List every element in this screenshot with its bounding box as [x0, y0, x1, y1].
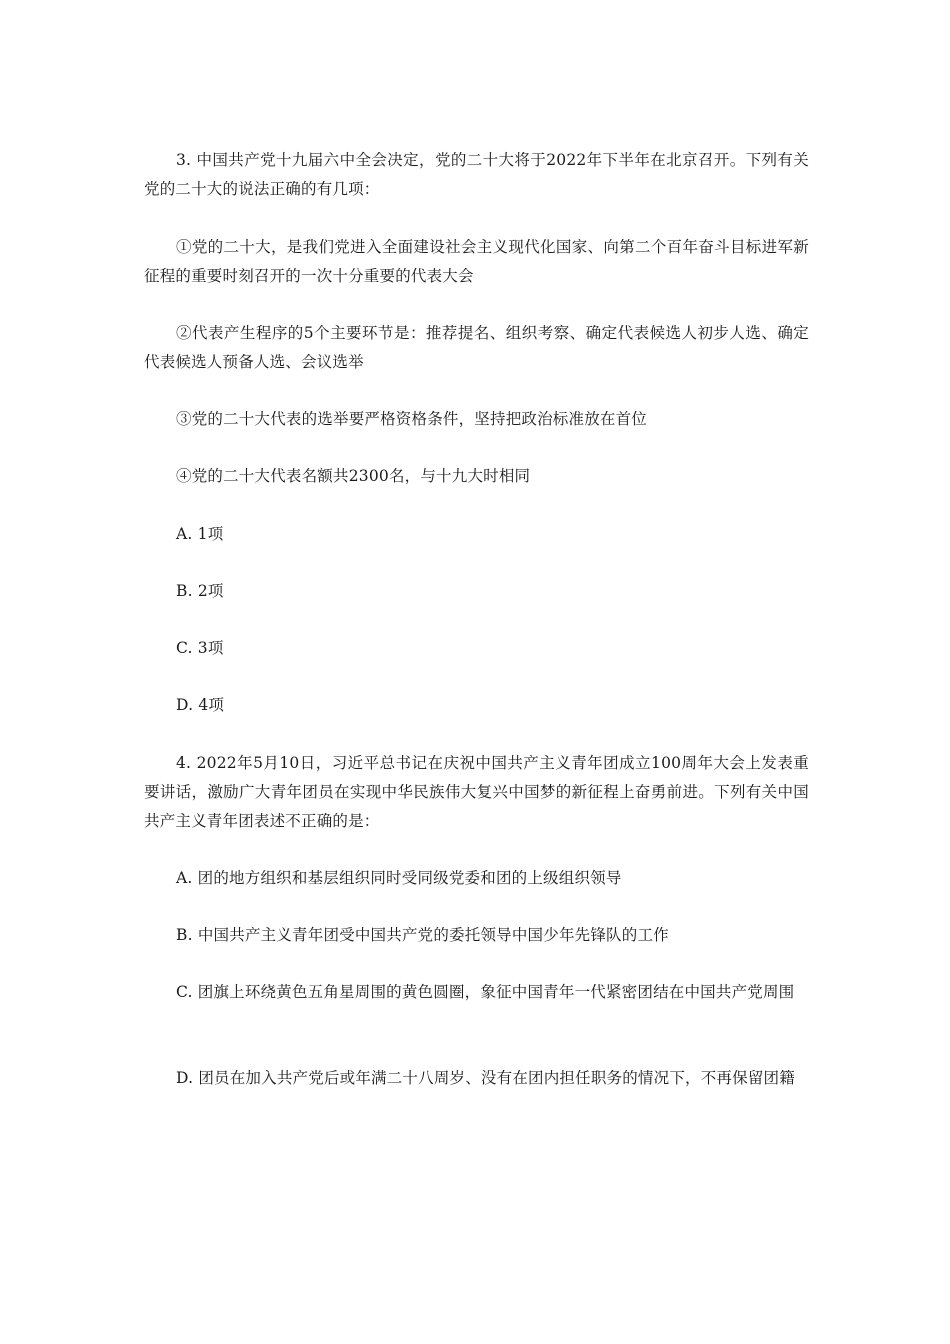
- question-3-statement-4: ④党的二十大代表名额共2300名，与十九大时相同: [176, 467, 531, 485]
- question-4-stem: 4. 2022年5月10日，习近平总书记在庆祝中国共产主义青年团成立100周年大会上发表重要讲话，激励广大青年团员在实现中华民族伟大复兴中国梦的新征程上奋勇前进。下列有关中国共产主义青年团表述不正确的是：: [144, 754, 809, 830]
- question-3-option-b: B. 2项: [176, 582, 224, 600]
- question-3-option-d: D. 4项: [176, 696, 225, 714]
- question-3-option-c: C. 3项: [176, 639, 224, 657]
- question-4-option-b: B. 中国共产主义青年团受中国共产党的委托领导中国少年先锋队的工作: [176, 926, 669, 944]
- question-4-option-c: C. 团旗上环绕黄色五角星周围的黄色圆圈，象征中国青年一代紧密团结在中国共产党周围: [176, 983, 795, 1001]
- question-3-option-a: A. 1项: [176, 525, 224, 543]
- question-4-option-d: D. 团员在加入共产党后或年满二十八周岁、没有在团内担任职务的情况下，不再保留团籍: [176, 1069, 795, 1087]
- question-3-statement-1: ①党的二十大，是我们党进入全面建设社会主义现代化国家、向第二个百年奋斗目标进军新征程的重要时刻召开的一次十分重要的代表大会: [144, 238, 809, 285]
- question-4-option-a: A. 团的地方组织和基层组织同时受同级党委和团的上级组织领导: [176, 869, 622, 887]
- question-3-statement-3: ③党的二十大代表的选举要严格资格条件，坚持把政治标准放在首位: [176, 410, 648, 428]
- question-3-statement-2: ②代表产生程序的5个主要环节是：推荐提名、组织考察、确定代表候选人初步人选、确定代表候选人预备人选、会议选举: [144, 324, 809, 371]
- question-3-stem: 3. 中国共产党十九届六中全会决定，党的二十大将于2022年下半年在北京召开。下列有关党的二十大的说法正确的有几项：: [144, 151, 809, 198]
